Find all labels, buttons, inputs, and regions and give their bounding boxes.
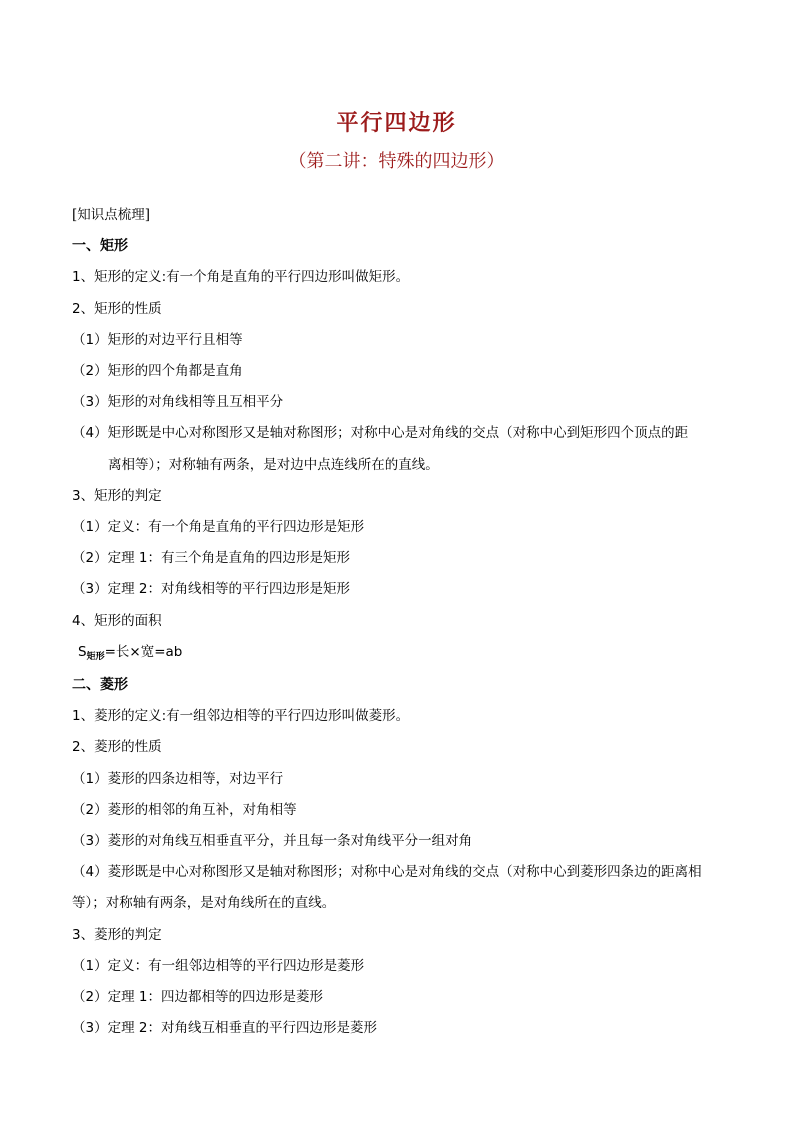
rect-area-formula [72, 637, 732, 670]
rhombus-property-1: （1）菱形的四条边相等，对边平行 [72, 770, 284, 787]
rect-judgement-1: （1）定义：有一个角是直角的平行四边形是矩形 [72, 519, 365, 536]
area-symbol: S [78, 643, 87, 660]
rect-property-1: （1）矩形的对边平行且相等 [72, 331, 243, 348]
document-body [72, 200, 732, 1044]
rhombus-heading: 二、菱形 [72, 677, 128, 694]
area-subscript: 矩形 [86, 651, 105, 662]
rhombus-property-3: （3）菱形的对角线互相垂直平分，并且每一条对角线平分一组对角 [72, 833, 473, 850]
rhombus-judgement-1: （1）定义：有一组邻边相等的平行四边形是菱形 [72, 957, 365, 974]
rect-judgement-heading: 3、矩形的判定 [72, 487, 162, 504]
rhombus-property-4-line1: （4）菱形既是中心对称图形又是轴对称图形；对称中心是对角线的交点（对称中心到菱形四条边的距离相 [72, 864, 702, 881]
rect-property-4-line1: （4）矩形既是中心对称图形又是轴对称图形；对称中心是对角线的交点（对称中心到矩形四个顶点的距 [72, 425, 689, 442]
rect-property-2: （2）矩形的四个角都是直角 [72, 363, 243, 380]
rhombus-definition: 1、菱形的定义:有一组邻边相等的平行四边形叫做菱形。 [72, 708, 410, 725]
rhombus-property-2: （2）菱形的相邻的角互补，对角相等 [72, 801, 297, 818]
rhombus-judgement-3: （3）定理 2：对角线互相垂直的平行四边形是菱形 [72, 1020, 377, 1037]
rhombus-property-4-line2: 等）；对称轴有两条，是对角线所在的直线。 [72, 895, 336, 912]
rhombus-judgement-heading: 3、菱形的判定 [72, 926, 162, 943]
rect-judgement-2: （2）定理 1：有三个角是直角的四边形是矩形 [72, 550, 350, 567]
rect-property-3: （3）矩形的对角线相等且互相平分 [72, 394, 284, 411]
page-title: 平行四边形 [336, 110, 457, 136]
rect-definition: 1、矩形的定义:有一个角是直角的平行四边形叫做矩形。 [72, 269, 410, 286]
rect-heading: 一、矩形 [72, 238, 128, 255]
area-expression: =长×宽=ab [104, 643, 183, 660]
section-label: [知识点梳理] [72, 207, 151, 223]
page-subtitle: （第二讲：特殊的四边形） [288, 151, 505, 172]
rect-property-4-line2: 离相等）；对称轴有两条，是对边中点连线所在的直线。 [108, 456, 439, 473]
rect-area-heading: 4、矩形的面积 [72, 612, 162, 629]
rhombus-properties-heading: 2、菱形的性质 [72, 739, 162, 756]
rhombus-judgement-2: （2）定理 1：四边都相等的四边形是菱形 [72, 989, 323, 1006]
rect-judgement-3: （3）定理 2：对角线相等的平行四边形是矩形 [72, 581, 350, 598]
rect-properties-heading: 2、矩形的性质 [72, 300, 162, 317]
